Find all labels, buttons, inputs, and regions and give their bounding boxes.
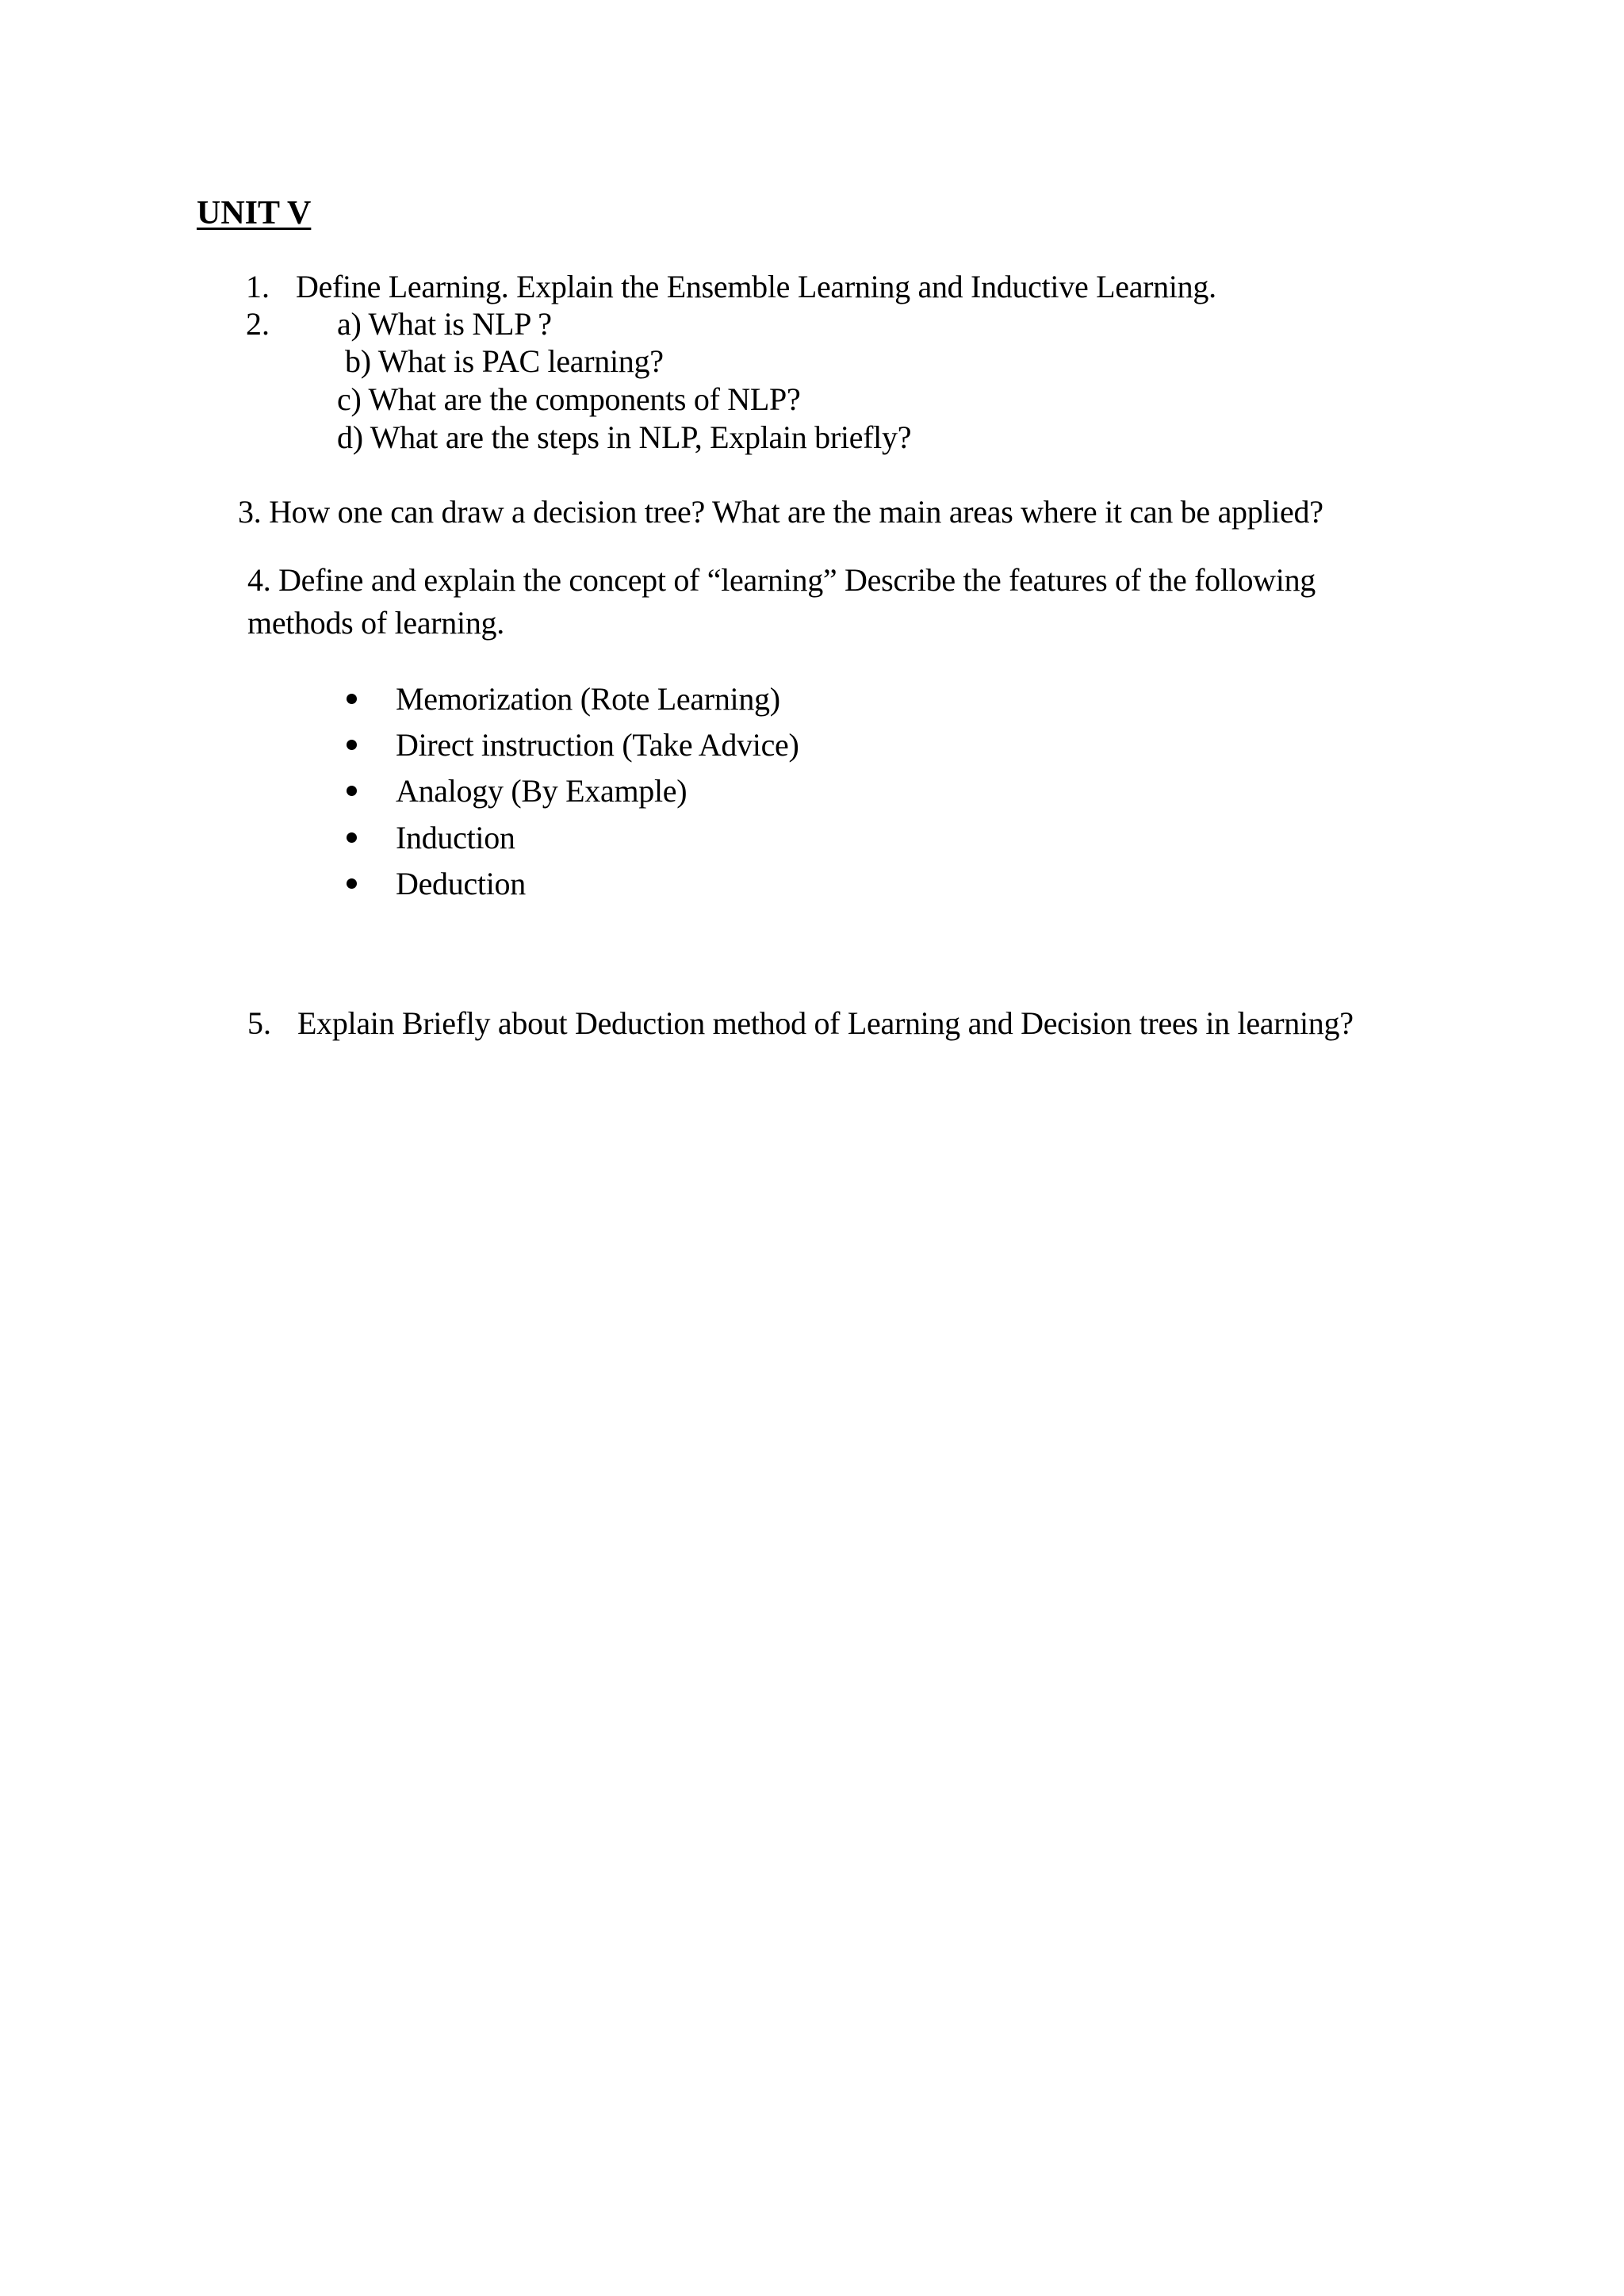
bullet-dot [347,786,357,796]
list-item: Direct instruction (Take Advice) [396,727,799,763]
bullet-dot [347,740,357,750]
q2-part-d: d) What are the steps in NLP, Explain briefly? [337,419,912,455]
q4-line-1: 4. Define and explain the concept of “learning” Describe the features of the following [247,562,1316,598]
q2-part-c: c) What are the components of NLP? [337,381,801,417]
q1-text: Define Learning. Explain the Ensemble Learning and Inductive Learning. [296,269,1216,304]
list-item: Deduction [396,866,526,901]
q3-text: 3. How one can draw a decision tree? What are the main areas where it can be applied? [238,494,1323,530]
q4-line-2: methods of learning. [247,605,504,641]
q5-number: 5. [247,1005,271,1041]
q2-part-a: a) What is NLP ? [337,306,552,342]
list-item: Memorization (Rote Learning) [396,681,780,717]
bullet-dot [347,878,357,889]
list-item: Induction [396,820,515,855]
unit-title: UNIT V [197,195,312,232]
bullet-dot [347,694,357,704]
q5-text: Explain Briefly about Deduction method of Learning and Decision trees in learning? [297,1005,1354,1041]
list-item: Analogy (By Example) [396,773,688,809]
q1-number: 1. [246,269,270,304]
q2-part-b: b) What is PAC learning? [345,343,664,379]
bullet-dot [347,832,357,843]
q2-number: 2. [246,306,270,342]
